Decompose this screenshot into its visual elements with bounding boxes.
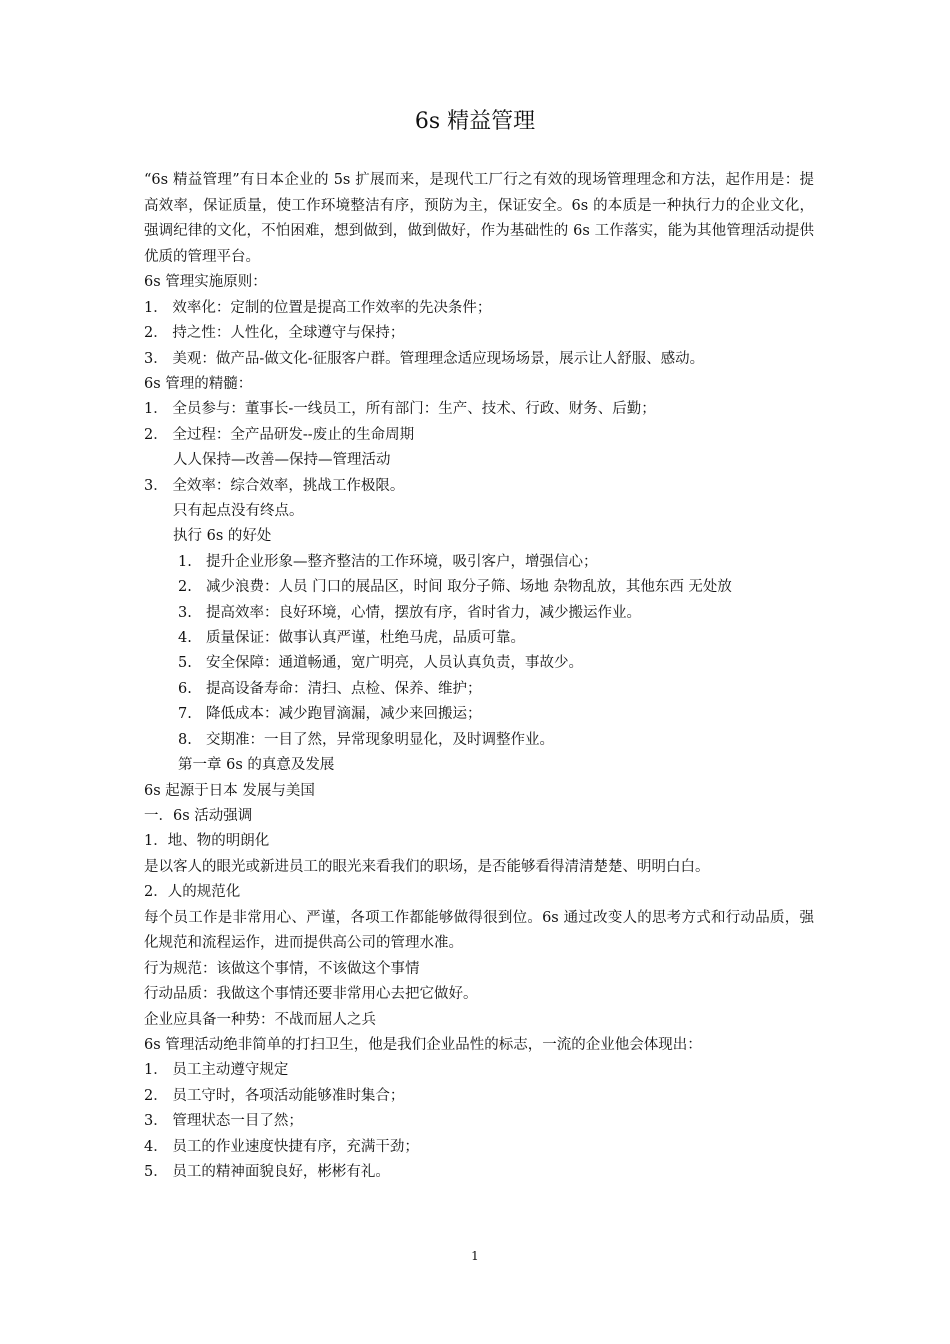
essence-item: 3． 全效率：综合效率，挑战工作极限。	[144, 477, 405, 494]
essence-item: 1． 全员参与：董事长-一线员工，所有部门：生产、技术、行政、财务、后勤；	[144, 401, 656, 418]
benefit-number: 7.	[178, 706, 192, 723]
item-text: 是以客人的眼光或新进员工的眼光来看我们的职场，是否能够看得清清楚楚、明明白白。	[144, 858, 710, 875]
benefit-number: 8.	[178, 731, 192, 748]
principles-heading: 6s 管理实施原则：	[144, 274, 267, 291]
benefit-text: 交期准：一目了然，异常现象明显化，及时调整作业。	[206, 731, 554, 748]
sign-item: 4． 员工的作业速度快捷有序，充满干劲；	[144, 1138, 419, 1155]
benefit-text: 减少浪费：人员 门口的展品区，时间 取分子筛、场地 杂物乱放，其他东西 无处放	[206, 579, 732, 596]
sign-item: 1． 员工主动遵守规定	[144, 1062, 289, 1079]
sign-item: 2． 员工守时，各项活动能够准时集合；	[144, 1087, 405, 1104]
page-title: 6s 精益管理	[414, 109, 536, 134]
benefits-heading: 执行 6s 的好处	[173, 528, 272, 545]
benefit-text: 提高设备寿命：清扫、点检、保养、维护；	[206, 680, 482, 697]
benefit-number: 1.	[178, 553, 192, 570]
benefit-text: 质量保证：做事认真严谨，杜绝马虎，品质可靠。	[206, 630, 525, 647]
intro-text: “6s 精益管理”有日本企业的 5s 扩展而来，是现代工厂行之有效的现场管理理念和方法，起作用是：提高效率，保证质量，使工作环境整洁有序，预防为主，保证安全。6s 的本质是一种执行力的企业文化，强调纪律的文化，不怕困难，想到做到，做到做好，作为基础性的 6s 工作落实，能为其他管理活动提供优质的管理平台。	[144, 172, 814, 265]
benefit-number: 6.	[178, 680, 192, 697]
benefit-number: 4.	[178, 630, 192, 647]
benefit-item	[144, 550, 814, 575]
sign-item: 5． 员工的精神面貌良好，彬彬有礼。	[144, 1163, 390, 1180]
principle-item: 1． 效率化：定制的位置是提高工作效率的先决条件；	[144, 299, 492, 316]
origin-line: 6s 起源于日本 发展与美国	[144, 782, 315, 799]
item-heading: 2．人的规范化	[144, 884, 241, 901]
item2-paragraph	[144, 906, 814, 957]
principle-item: 2． 持之性：人性化，全球遵守与保持；	[144, 325, 405, 342]
benefit-number: 2.	[178, 579, 192, 596]
benefit-item	[144, 702, 814, 727]
momentum-line: 企业应具备一种势：不战而屈人之兵	[144, 1011, 376, 1028]
benefit-text: 提高效率：良好环境，心情，摆放有序，省时省力，减少搬运作业。	[206, 604, 641, 621]
essence-subline: 只有起点没有终点。	[173, 503, 304, 520]
essence-heading: 6s 管理的精髓：	[144, 376, 253, 392]
document-body	[144, 168, 814, 1185]
item-text: 每个员工作是非常用心、严谨，各项工作都能够做得很到位。6s 通过改变人的思考方式和行动品质，强化规范和流程运作，进而提供高公司的管理水准。	[144, 909, 814, 952]
benefit-number: 5.	[178, 655, 192, 672]
essence-item: 2． 全过程：全产品研发--废止的生命周期	[144, 426, 415, 443]
benefit-item	[144, 575, 814, 600]
benefit-item	[144, 626, 814, 651]
benefit-item	[144, 651, 814, 676]
activity-line: 6s 管理活动绝非简单的打扫卫生，他是我们企业品性的标志，一流的企业他会体现出：	[144, 1036, 702, 1053]
item-heading: 1．地、物的明朗化	[144, 833, 270, 850]
benefits-list	[144, 550, 814, 753]
benefit-item	[144, 677, 814, 702]
benefit-text: 提升企业形象—整齐整洁的工作环境，吸引客户，增强信心；	[206, 553, 598, 570]
essence-subline: 人人保持—改善—保持—管理活动	[173, 452, 391, 469]
benefit-item	[144, 728, 814, 753]
principle-item: 3． 美观：做产品-做文化-征服客户群。管理理念适应现场场景，展示让人舒服、感动。	[144, 350, 705, 367]
sign-item: 3． 管理状态一目了然；	[144, 1113, 303, 1130]
section-heading: 一．6s 活动强调	[144, 807, 253, 824]
benefit-text: 降低成本：减少跑冒滴漏，减少来回搬运；	[206, 706, 482, 723]
page-number: 1	[471, 1249, 479, 1263]
benefit-text: 安全保障：通道畅通，宽广明亮，人员认真负责，事故少。	[206, 655, 583, 672]
quality-line: 行动品质：我做这个事情还要非常用心去把它做好。	[144, 986, 478, 1003]
benefit-number: 3.	[178, 604, 192, 621]
behavior-line: 行为规范：该做这个事情，不该做这个事情	[144, 960, 420, 977]
chapter-heading: 第一章 6s 的真意及发展	[178, 757, 335, 774]
benefit-item	[144, 601, 814, 626]
intro-paragraph	[144, 168, 814, 270]
